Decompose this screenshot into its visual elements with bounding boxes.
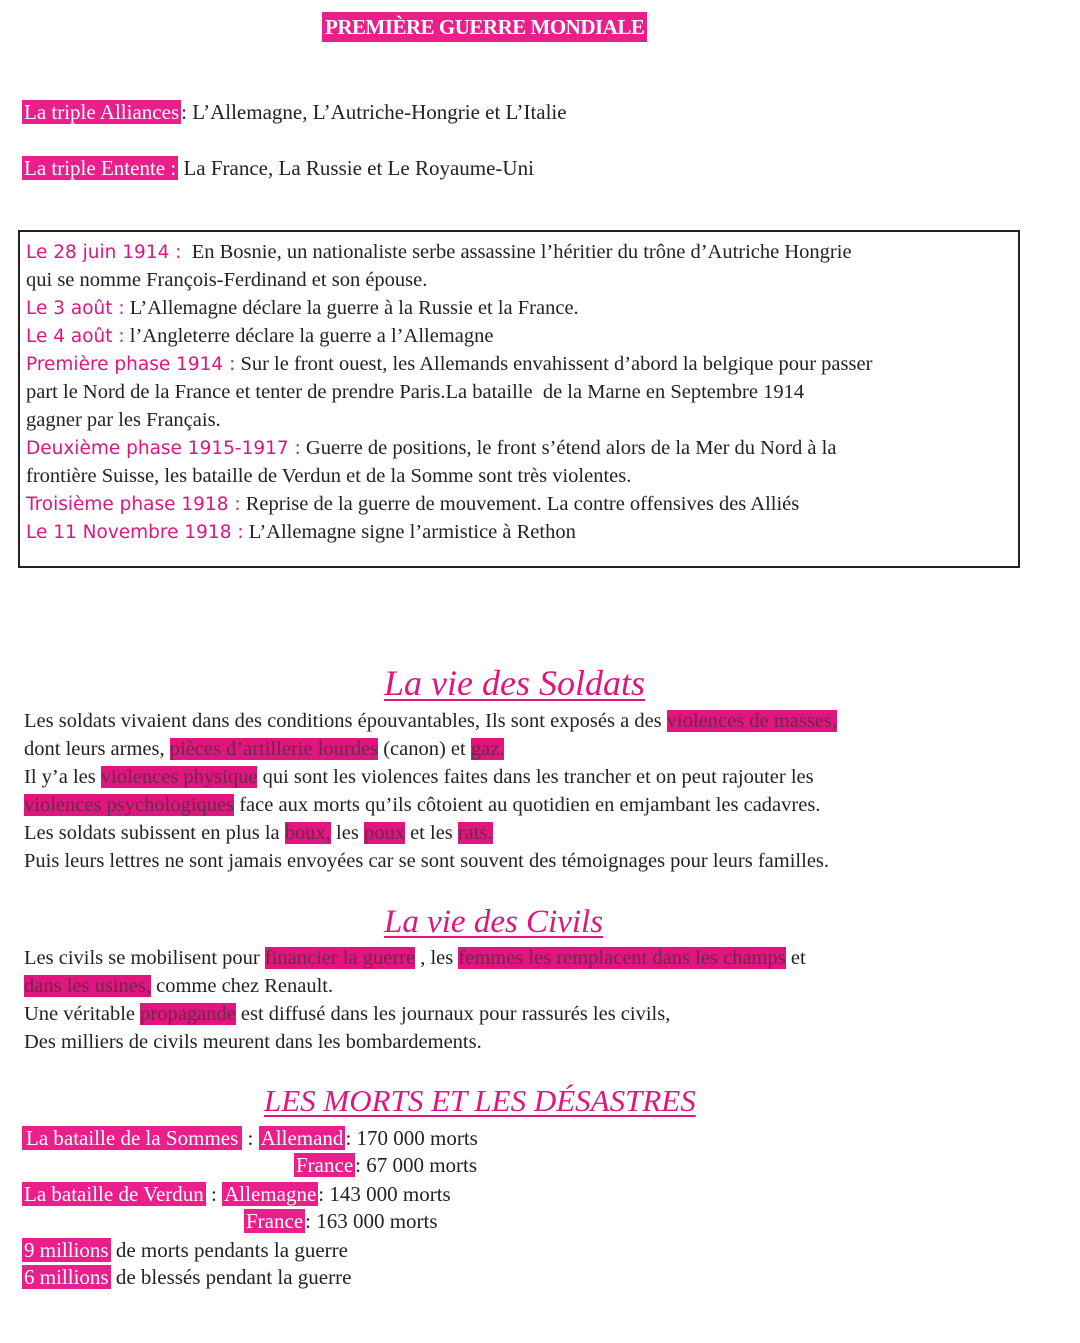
paragraph-text: Une véritable	[24, 1003, 141, 1025]
timeline-line	[26, 490, 799, 519]
soldats-line	[24, 707, 837, 735]
total-blesses-text: de blessés pendant la guerre	[110, 1265, 352, 1289]
timeline-date: Le 28 juin 1914 :	[26, 242, 182, 263]
highlight-term: dans les usines,	[24, 975, 151, 997]
paragraph-text: face aux morts qu’ils côtoient au quotidien en emjambant les cadavres.	[234, 794, 821, 816]
total-blesses-value: 6 millions	[24, 1265, 109, 1289]
triple-entente-line	[22, 154, 534, 182]
paragraph-text: (canon) et	[378, 738, 471, 760]
timeline-text: En Bosnie, un nationaliste serbe assassine l’héritier du trône d’Autriche Hongrie	[181, 241, 852, 263]
soldats-line	[24, 819, 493, 847]
verdun-label: La bataille de Verdun	[24, 1182, 204, 1206]
paragraph-text: Des milliers de civils meurent dans les bombardements.	[24, 1031, 482, 1053]
timeline-text: part le Nord de la France et tenter de prendre Paris.La bataille de la Marne en Septembre 1914	[26, 381, 805, 403]
timeline-date: Le 3 août :	[26, 298, 125, 319]
timeline-date: Troisième phase 1918 :	[26, 494, 241, 515]
somme-row: La bataille de la Sommes : Allemand: 170 000 morts	[22, 1125, 478, 1151]
somme-label: La bataille de la Sommes	[22, 1126, 242, 1150]
verdun-de-label: Allemagne	[224, 1182, 317, 1206]
section-title-soldats: La vie des Soldats	[384, 663, 645, 703]
timeline-text: frontière Suisse, les bataille de Verdun et de la Somme sont très violentes.	[26, 465, 632, 487]
highlight-term: violences physique	[100, 766, 258, 788]
triple-alliance-line	[22, 98, 567, 126]
civils-line	[24, 1028, 482, 1056]
paragraph-text: est diffusé dans les journaux pour rassurés les civils,	[235, 1003, 671, 1025]
somme-de-value: : 170 000 morts	[345, 1126, 478, 1150]
paragraph-text: les	[330, 822, 364, 844]
triple-alliance-label: La triple Alliances	[24, 100, 180, 124]
total-morts-value: 9 millions	[24, 1238, 109, 1262]
highlight-term: pièces d’artillerie lourdes	[169, 738, 379, 760]
highlight-term: propagande	[140, 1003, 236, 1025]
timeline-text: Sur le front ouest, les Allemands envahissent d’abord la belgique pour passer	[235, 353, 873, 375]
highlight-term: boux,	[284, 822, 331, 844]
section-title-morts: LES MORTS ET LES DÉSASTRES	[264, 1083, 696, 1118]
civils-line	[24, 972, 333, 1000]
triple-entente-text: La France, La Russie et Le Royaume-Uni	[178, 156, 534, 180]
paragraph-text: comme chez Renault.	[150, 975, 334, 997]
paragraph-text: Les soldats vivaient dans des conditions épouvantables, Ils sont exposés a des	[24, 710, 667, 732]
timeline-line	[26, 518, 576, 547]
paragraph-text: Les soldats subissent en plus la	[24, 822, 285, 844]
timeline-line	[26, 350, 872, 379]
timeline-date: Deuxième phase 1915-1917 :	[26, 438, 301, 459]
paragraph-text: Puis leurs lettres ne sont jamais envoyées car se sont souvent des témoignages pour leurs familles.	[24, 850, 830, 872]
somme-fr-label: France	[296, 1153, 354, 1177]
timeline-line	[26, 406, 221, 434]
highlight-term: femmes les remplacent dans les champs	[458, 947, 786, 969]
total-blesses-row	[22, 1264, 351, 1290]
triple-alliance-text: : L’Allemagne, L’Autriche-Hongrie et L’Italie	[181, 100, 567, 124]
soldats-line	[24, 791, 820, 819]
paragraph-text: et les	[404, 822, 458, 844]
timeline-box	[18, 230, 1020, 568]
verdun-de-value: : 143 000 morts	[318, 1182, 451, 1206]
timeline-text: L’Allemagne signe l’armistice à Rethon	[243, 521, 576, 543]
timeline-line	[26, 322, 493, 351]
paragraph-text: et	[785, 947, 806, 969]
soldats-line	[24, 763, 814, 791]
verdun-fr-label: France	[246, 1209, 304, 1233]
highlight-term: gaz.	[470, 738, 505, 760]
highlight-term: violences de masses,	[666, 710, 838, 732]
timeline-text: L’Allemagne déclare la guerre à la Russie et la France.	[124, 297, 579, 319]
paragraph-text: qui sont les violences faites dans les trancher et on peut rajouter les	[257, 766, 814, 788]
timeline-date: Le 11 Novembre 1918 :	[26, 522, 244, 543]
total-morts-row	[22, 1237, 348, 1263]
highlight-term: rats.	[457, 822, 493, 844]
total-morts-text: de morts pendants la guerre	[110, 1238, 348, 1262]
somme-fr-row	[294, 1152, 477, 1178]
timeline-line	[26, 238, 852, 267]
triple-entente-label: La triple Entente :	[24, 156, 177, 180]
verdun-fr-row	[244, 1208, 438, 1234]
paragraph-text: Il y’a les	[24, 766, 101, 788]
timeline-text: Reprise de la guerre de mouvement. La contre offensives des Alliés	[240, 493, 800, 515]
timeline-line	[26, 434, 836, 463]
timeline-line	[26, 266, 427, 294]
paragraph-text: Les civils se mobilisent pour	[24, 947, 265, 969]
soldats-line	[24, 735, 504, 763]
timeline-text: qui se nomme François-Ferdinand et son épouse.	[26, 269, 428, 291]
civils-line	[24, 944, 806, 972]
timeline-text: gagner par les Français.	[26, 409, 221, 431]
section-title-civils: La vie des Civils	[384, 904, 604, 940]
soldats-line	[24, 847, 829, 875]
verdun-fr-value: : 163 000 morts	[305, 1209, 438, 1233]
page-title: PREMIÈRE GUERRE MONDIALE	[322, 12, 647, 42]
timeline-line	[26, 462, 631, 490]
somme-de-label: Allemand	[260, 1126, 344, 1150]
paragraph-text: , les	[415, 947, 459, 969]
civils-line	[24, 1000, 670, 1028]
highlight-term: violences psychologiques	[24, 794, 235, 816]
timeline-text: l’Angleterre déclare la guerre a l’Allemagne	[124, 325, 494, 347]
timeline-line	[26, 294, 579, 323]
highlight-term: poux	[363, 822, 405, 844]
somme-fr-value: : 67 000 morts	[355, 1153, 478, 1177]
timeline-date: Première phase 1914 :	[26, 354, 236, 375]
paragraph-text: dont leurs armes,	[24, 738, 170, 760]
timeline-line	[26, 378, 804, 406]
verdun-row: La bataille de Verdun : Allemagne: 143 000 morts	[24, 1182, 451, 1206]
timeline-text: Guerre de positions, le front s’étend alors de la Mer du Nord à la	[300, 437, 837, 459]
highlight-term: financier la guerre	[264, 947, 416, 969]
timeline-date: Le 4 août :	[26, 326, 125, 347]
